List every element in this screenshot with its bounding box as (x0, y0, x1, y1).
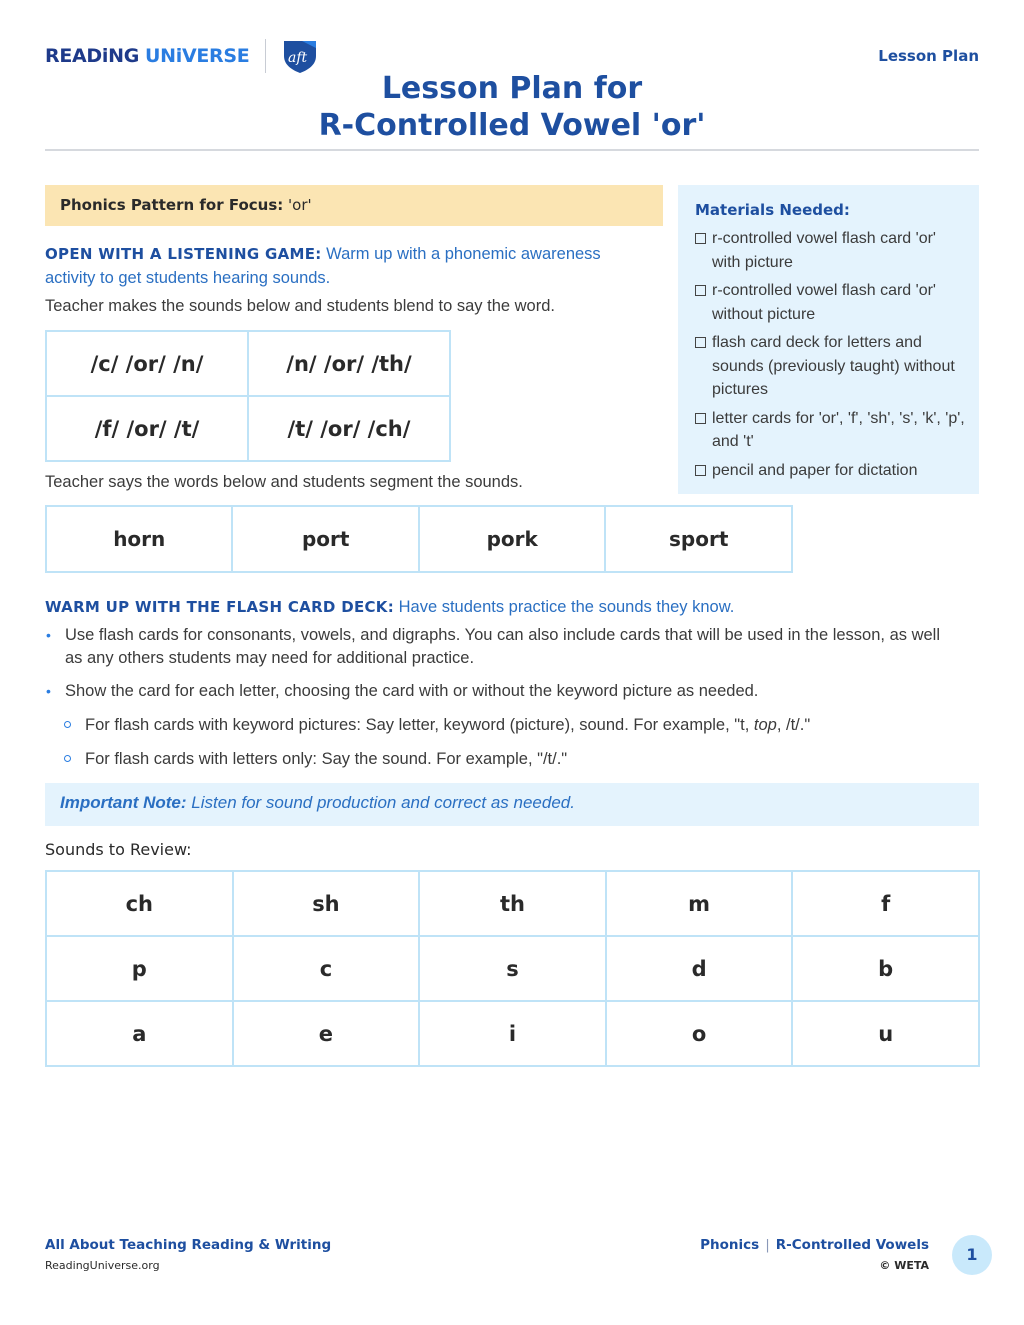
table-row (46, 1001, 979, 1066)
segment-word-cell: sport (605, 506, 792, 572)
page-title (0, 70, 1024, 144)
checkbox-icon (695, 285, 706, 296)
footer-copyright: © WETA (879, 1259, 929, 1272)
sub-bullet-icon (64, 755, 71, 762)
table-row (46, 396, 450, 461)
sound-cell: a (46, 1001, 233, 1066)
sound-cell: ch (46, 871, 233, 936)
segment-word-cell: port (232, 506, 418, 572)
listening-heading: OPEN WITH A LISTENING GAME: (45, 245, 322, 263)
flash-bullets (45, 624, 945, 771)
segment-instruction: Teacher says the words below and students segment the sounds. (45, 473, 523, 491)
sub-bullet-text-end: , /t/." (776, 716, 811, 734)
blend-cell: /c/ /or/ /n/ (46, 331, 248, 396)
list-item (45, 714, 945, 737)
sound-cell: e (233, 1001, 420, 1066)
sound-cell: m (606, 871, 793, 936)
listening-intro (45, 242, 655, 290)
sub-bullet-icon (64, 721, 71, 728)
review-table (45, 870, 980, 1067)
material-text: pencil and paper for dictation (712, 461, 918, 479)
checkbox-icon (695, 413, 706, 424)
materials-heading: Materials Needed: (695, 201, 850, 219)
blend-instruction: Teacher makes the sounds below and students blend to say the word. (45, 297, 555, 315)
breadcrumb-r-controlled: R-Controlled Vowels (775, 1237, 929, 1253)
table-row (46, 871, 979, 936)
sound-cell: o (606, 1001, 793, 1066)
list-item (695, 331, 967, 402)
logo-divider (265, 39, 266, 73)
doc-type-label: Lesson Plan (878, 47, 979, 65)
bullet-dot-icon: • (46, 683, 51, 699)
material-text: r-controlled vowel flash card 'or' without picture (712, 282, 936, 323)
page-number-badge: 1 (952, 1235, 992, 1275)
logo-universe: UNiVERSE (145, 45, 250, 67)
sound-cell: sh (233, 871, 420, 936)
checkbox-icon (695, 337, 706, 348)
sub-bullet-keyword: top (753, 716, 777, 734)
flash-heading: WARM UP WITH THE FLASH CARD DECK: (45, 598, 395, 616)
list-item (45, 624, 945, 670)
breadcrumb-phonics: Phonics (700, 1237, 760, 1253)
sound-cell: u (792, 1001, 979, 1066)
material-text: letter cards for 'or', 'f', 'sh', 's', 'k', 'p', and 't' (712, 409, 965, 450)
list-item (45, 680, 945, 703)
review-label: Sounds to Review: (45, 840, 192, 859)
important-note (45, 783, 979, 826)
checkbox-icon (695, 233, 706, 244)
blend-cell: /f/ /or/ /t/ (46, 396, 248, 461)
aft-shield-icon (280, 38, 320, 74)
table-row (46, 331, 450, 396)
title-divider (45, 149, 979, 151)
sound-cell: f (792, 871, 979, 936)
segment-word-cell: pork (419, 506, 605, 572)
flash-intro-text: Have students practice the sounds they know. (398, 598, 735, 616)
material-text: flash card deck for letters and sounds (previously taught) without pictures (712, 334, 955, 398)
sound-cell: s (419, 936, 606, 1001)
list-item (45, 748, 945, 771)
sound-cell: d (606, 936, 793, 1001)
focus-pattern-box (45, 185, 663, 226)
breadcrumb-separator: | (765, 1237, 770, 1253)
title-line-1: Lesson Plan for (381, 71, 643, 106)
list-item (695, 227, 967, 274)
table-row (46, 936, 979, 1001)
bullet-text: Use flash cards for consonants, vowels, and digraphs. You can also include cards that will be used in the lesson, as well as any others students may need for additional practice. (65, 626, 940, 667)
sub-bullet-text: For flash cards with letters only: Say the sound. For example, "/t/." (85, 750, 568, 768)
note-text: Listen for sound production and correct as needed. (191, 793, 575, 812)
sub-bullet-text-start: For flash cards with keyword pictures: Say letter, keyword (picture), sound. For example, "t, (85, 716, 754, 734)
bullet-dot-icon: • (46, 627, 51, 643)
reading-universe-logo (45, 38, 320, 74)
focus-label: Phonics Pattern for Focus: (60, 196, 284, 214)
sound-cell: c (233, 936, 420, 1001)
blend-cell: /n/ /or/ /th/ (248, 331, 450, 396)
checkbox-icon (695, 465, 706, 476)
table-row (46, 506, 792, 572)
segment-word-cell: horn (46, 506, 232, 572)
sound-cell: p (46, 936, 233, 1001)
aft-logo-text: aft (288, 50, 308, 66)
title-line-2: R-Controlled Vowel 'or' (318, 108, 706, 143)
footer-url: ReadingUniverse.org (45, 1259, 160, 1272)
sound-cell: b (792, 936, 979, 1001)
footer-title: All About Teaching Reading & Writing (45, 1237, 332, 1253)
material-text: r-controlled vowel flash card 'or' with picture (712, 230, 936, 271)
listening-intro-text: Warm up with a phonemic awareness activity to get students hearing sounds. (45, 245, 601, 287)
blend-cell: /t/ /or/ /ch/ (248, 396, 450, 461)
bullet-text: Show the card for each letter, choosing the card with or without the keyword picture as needed. (65, 682, 759, 700)
segment-table (45, 505, 793, 573)
sound-cell: i (419, 1001, 606, 1066)
logo-reading: READiNG (45, 45, 139, 67)
note-label: Important Note: (60, 793, 187, 812)
list-item (695, 459, 967, 483)
focus-value: 'or' (288, 196, 312, 214)
list-item (695, 279, 967, 326)
sound-cell: th (419, 871, 606, 936)
blend-table (45, 330, 451, 462)
footer-breadcrumb (700, 1237, 929, 1253)
flash-intro (45, 595, 979, 619)
materials-panel (678, 185, 979, 494)
list-item (695, 407, 967, 454)
